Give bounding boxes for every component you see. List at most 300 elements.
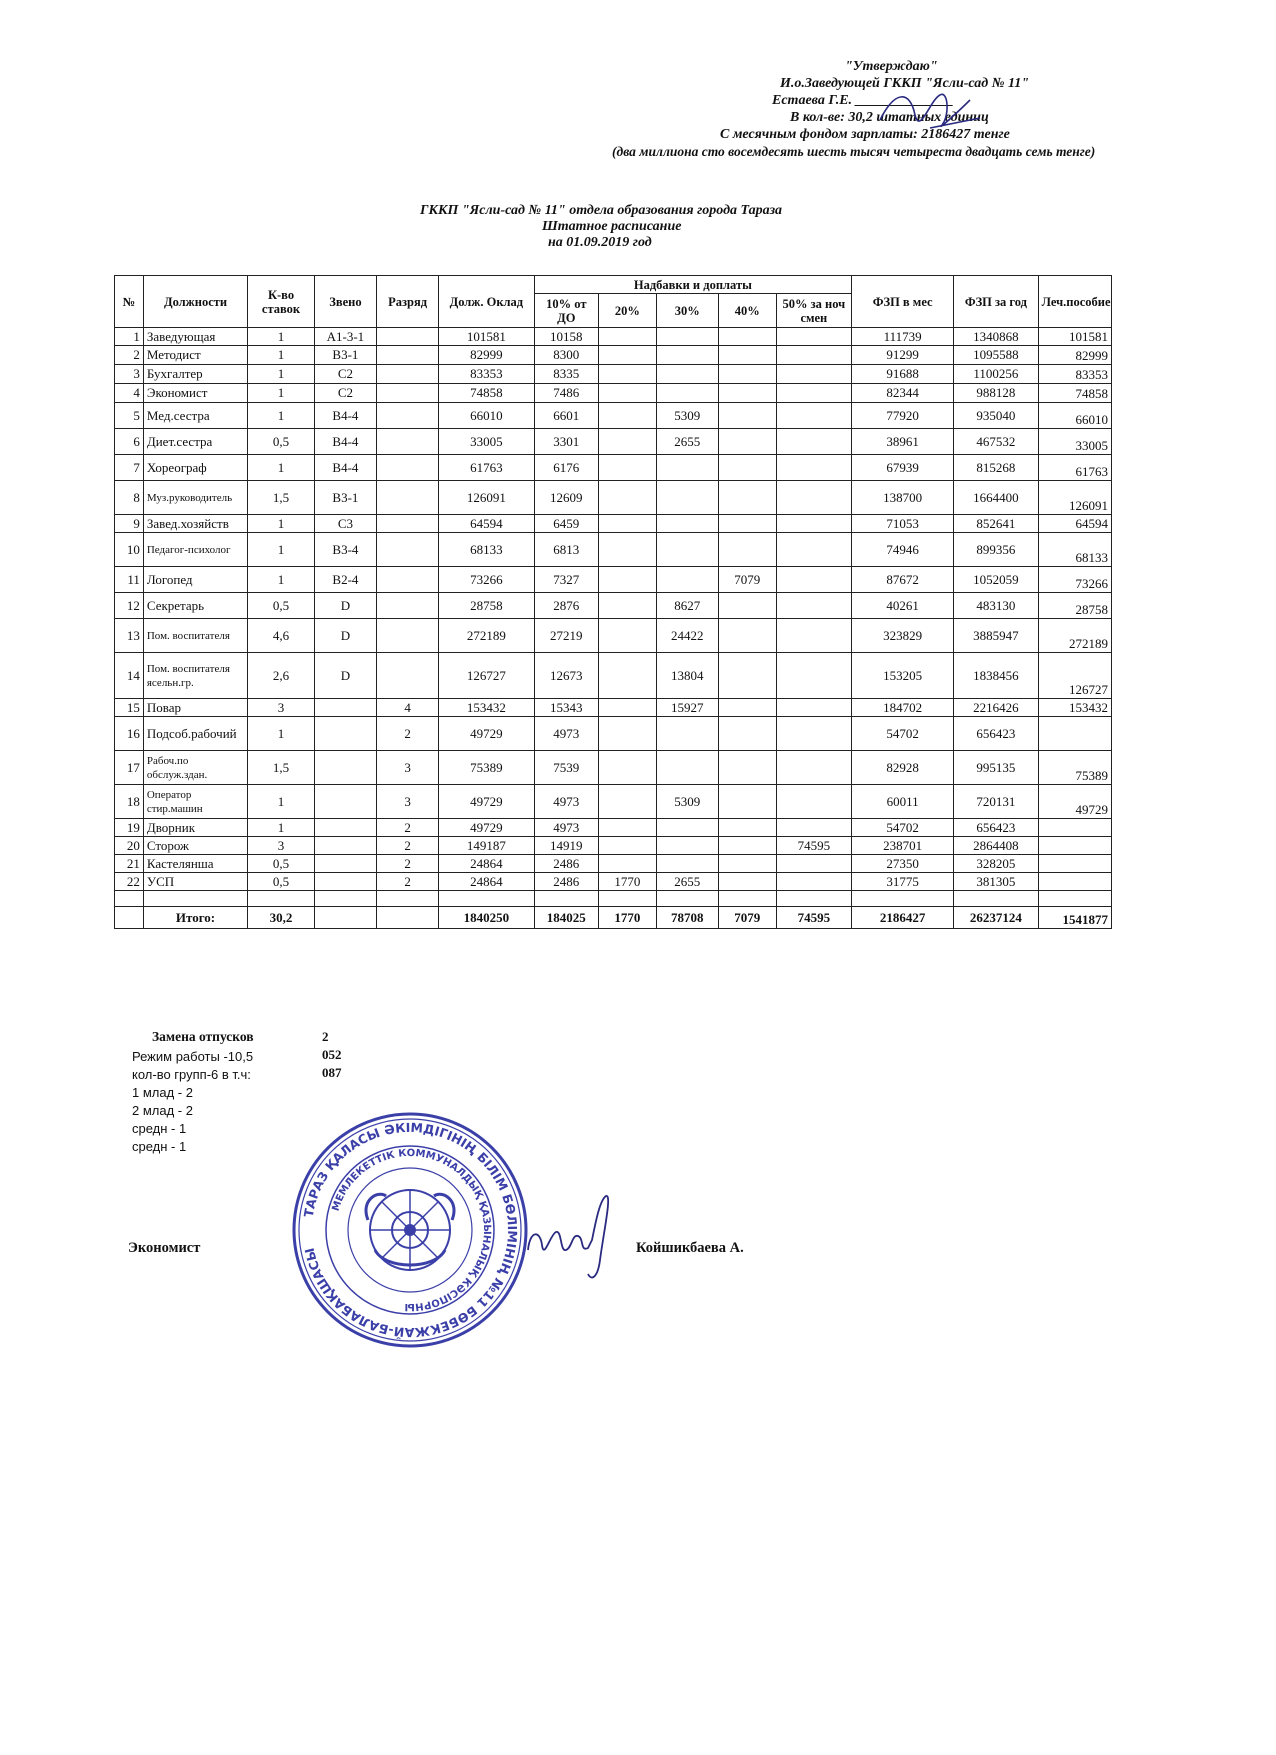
cell-p50 xyxy=(776,619,852,653)
cell-no: 9 xyxy=(115,515,144,533)
cell-p10: 8300 xyxy=(534,346,598,365)
cell-razryad: 3 xyxy=(376,751,438,785)
note-line: средн - 1 xyxy=(132,1139,187,1154)
header-no: № xyxy=(115,276,144,328)
cell-p20 xyxy=(599,455,657,481)
cell-no: 19 xyxy=(115,819,144,837)
cell-salary: 33005 xyxy=(439,429,534,455)
cell-p30: 15927 xyxy=(656,699,718,717)
cell-razryad xyxy=(376,429,438,455)
cell-no: 21 xyxy=(115,855,144,873)
cell-p20 xyxy=(599,533,657,567)
cell-position: Завед.хозяйств xyxy=(143,515,247,533)
cell-p40 xyxy=(718,855,776,873)
cell-fzp-year: 852641 xyxy=(954,515,1038,533)
staff-table xyxy=(114,275,1112,929)
cell-rates: 1 xyxy=(248,533,315,567)
cell-medical: 49729 xyxy=(1038,785,1111,819)
cell-fzp-month: 27350 xyxy=(852,855,954,873)
cell-p20 xyxy=(599,481,657,515)
total-label: Итого: xyxy=(143,907,247,929)
cell-salary: 153432 xyxy=(439,699,534,717)
header-medical: Леч.пособие xyxy=(1038,276,1111,328)
cell-p30 xyxy=(656,819,718,837)
cell-rates: 0,5 xyxy=(248,593,315,619)
cell-p20 xyxy=(599,699,657,717)
cell-no: 12 xyxy=(115,593,144,619)
cell-p20 xyxy=(599,837,657,855)
cell-fzp-year: 1664400 xyxy=(954,481,1038,515)
cell-medical: 33005 xyxy=(1038,429,1111,455)
cell-p20 xyxy=(599,403,657,429)
cell-p10: 4973 xyxy=(534,819,598,837)
cell-p10: 6601 xyxy=(534,403,598,429)
cell-p40 xyxy=(718,365,776,384)
cell-p30 xyxy=(656,751,718,785)
cell-p40 xyxy=(718,873,776,891)
cell-p50 xyxy=(776,384,852,403)
header-fzp-year: ФЗП за год xyxy=(954,276,1038,328)
cell-razryad xyxy=(376,619,438,653)
cell-p10: 4973 xyxy=(534,717,598,751)
header-allowances: Надбавки и доплаты xyxy=(534,276,852,294)
cell-fzp-year: 1052059 xyxy=(954,567,1038,593)
cell-position: Рабоч.по обслуж.здан. xyxy=(143,751,247,785)
cell-no: 5 xyxy=(115,403,144,429)
approval-line-fund: С месячным фондом зарплаты: 2186427 тенге xyxy=(720,127,1010,142)
cell-fzp-month: 184702 xyxy=(852,699,954,717)
table-row xyxy=(115,751,1112,785)
cell-razryad: 2 xyxy=(376,855,438,873)
cell-position: Методист xyxy=(143,346,247,365)
cell-zveno: В3-1 xyxy=(314,346,376,365)
cell-p30 xyxy=(656,384,718,403)
cell-fzp-month: 54702 xyxy=(852,717,954,751)
table-row xyxy=(115,593,1112,619)
cell-salary: 49729 xyxy=(439,819,534,837)
cell-medical: 68133 xyxy=(1038,533,1111,567)
cell-salary: 75389 xyxy=(439,751,534,785)
cell-p10: 12609 xyxy=(534,481,598,515)
cell-fzp-year: 328205 xyxy=(954,855,1038,873)
cell-p50 xyxy=(776,515,852,533)
signature-row xyxy=(128,1240,888,1270)
cell-razryad xyxy=(376,481,438,515)
cell-rates: 1 xyxy=(248,455,315,481)
cell-salary: 272189 xyxy=(439,619,534,653)
cell-zveno: В4-4 xyxy=(314,429,376,455)
cell-fzp-month: 111739 xyxy=(852,328,954,346)
header-p20: 20% xyxy=(599,294,657,328)
cell-no: 16 xyxy=(115,717,144,751)
cell-salary: 83353 xyxy=(439,365,534,384)
cell-no: 4 xyxy=(115,384,144,403)
table-row xyxy=(115,384,1112,403)
staff-table-body xyxy=(115,328,1112,891)
cell-rates: 1 xyxy=(248,365,315,384)
cell-p30 xyxy=(656,837,718,855)
total-rates: 30,2 xyxy=(248,907,315,929)
table-row xyxy=(115,365,1112,384)
header-p50: 50% за ноч смен xyxy=(776,294,852,328)
title-org: ГККП "Ясли-сад № 11" отдела образования города Тараза xyxy=(420,203,783,218)
cell-fzp-month: 82344 xyxy=(852,384,954,403)
cell-no: 7 xyxy=(115,455,144,481)
cell-p40 xyxy=(718,785,776,819)
notes-block xyxy=(132,1028,342,1156)
cell-zveno: С2 xyxy=(314,384,376,403)
cell-rates: 1 xyxy=(248,346,315,365)
cell-fzp-month: 82928 xyxy=(852,751,954,785)
cell-no: 6 xyxy=(115,429,144,455)
total-row xyxy=(115,907,1112,929)
cell-zveno: А1-3-1 xyxy=(314,328,376,346)
cell-fzp-month: 91299 xyxy=(852,346,954,365)
total-p30: 78708 xyxy=(656,907,718,929)
cell-rates: 0,5 xyxy=(248,429,315,455)
cell-p50 xyxy=(776,429,852,455)
cell-rates: 0,5 xyxy=(248,855,315,873)
cell-rates: 1 xyxy=(248,567,315,593)
cell-fzp-month: 74946 xyxy=(852,533,954,567)
approval-line-position: И.о.Заведующей ГККП "Ясли-сад № 11" xyxy=(780,76,1030,91)
cell-p50 xyxy=(776,653,852,699)
cell-p20 xyxy=(599,717,657,751)
cell-salary: 126727 xyxy=(439,653,534,699)
cell-p10: 27219 xyxy=(534,619,598,653)
cell-fzp-year: 381305 xyxy=(954,873,1038,891)
cell-p40 xyxy=(718,819,776,837)
cell-p40 xyxy=(718,533,776,567)
cell-zveno: В3-4 xyxy=(314,533,376,567)
note-line: 2 млад - 2 xyxy=(132,1103,193,1118)
cell-p50 xyxy=(776,346,852,365)
table-row xyxy=(115,515,1112,533)
table-row xyxy=(115,619,1112,653)
stamp-inner-text: МЕМЛЕКЕТТІК КОММУНАЛДЫҚ ҚАЗЫНАЛЫҚ КӘСІПОРНЫ xyxy=(330,1147,493,1313)
cell-zveno xyxy=(314,855,376,873)
cell-p30: 24422 xyxy=(656,619,718,653)
cell-p50 xyxy=(776,717,852,751)
cell-no: 20 xyxy=(115,837,144,855)
cell-salary: 28758 xyxy=(439,593,534,619)
cell-salary: 73266 xyxy=(439,567,534,593)
header-p30: 30% xyxy=(656,294,718,328)
table-row xyxy=(115,819,1112,837)
cell-fzp-month: 38961 xyxy=(852,429,954,455)
cell-zveno xyxy=(314,873,376,891)
cell-p50 xyxy=(776,751,852,785)
cell-salary: 66010 xyxy=(439,403,534,429)
cell-fzp-year: 467532 xyxy=(954,429,1038,455)
cell-medical: 126091 xyxy=(1038,481,1111,515)
table-row xyxy=(115,455,1112,481)
cell-position: Сторож xyxy=(143,837,247,855)
economist-signature-icon xyxy=(520,1190,630,1290)
table-row xyxy=(115,873,1112,891)
cell-zveno: D xyxy=(314,653,376,699)
cell-p50 xyxy=(776,481,852,515)
cell-no: 10 xyxy=(115,533,144,567)
cell-medical: 83353 xyxy=(1038,365,1111,384)
table-row xyxy=(115,429,1112,455)
cell-rates: 3 xyxy=(248,837,315,855)
cell-p20 xyxy=(599,593,657,619)
cell-p40 xyxy=(718,515,776,533)
cell-p30: 13804 xyxy=(656,653,718,699)
cell-p40 xyxy=(718,429,776,455)
cell-salary: 149187 xyxy=(439,837,534,855)
cell-rates: 2,6 xyxy=(248,653,315,699)
cell-razryad: 2 xyxy=(376,873,438,891)
cell-rates: 1 xyxy=(248,384,315,403)
cell-no: 11 xyxy=(115,567,144,593)
cell-salary: 24864 xyxy=(439,855,534,873)
cell-position: Подсоб.рабочий xyxy=(143,717,247,751)
cell-p50 xyxy=(776,873,852,891)
cell-zveno xyxy=(314,699,376,717)
cell-p50 xyxy=(776,328,852,346)
total-p10: 184025 xyxy=(534,907,598,929)
cell-fzp-year: 935040 xyxy=(954,403,1038,429)
cell-position: Логопед xyxy=(143,567,247,593)
cell-p40 xyxy=(718,384,776,403)
replacement-label: Замена отпусков xyxy=(152,1029,254,1044)
cell-p20 xyxy=(599,429,657,455)
cell-fzp-month: 67939 xyxy=(852,455,954,481)
cell-medical xyxy=(1038,717,1111,751)
cell-medical xyxy=(1038,873,1111,891)
cell-medical: 66010 xyxy=(1038,403,1111,429)
cell-p10: 15343 xyxy=(534,699,598,717)
cell-salary: 49729 xyxy=(439,785,534,819)
cell-p50 xyxy=(776,533,852,567)
table-row xyxy=(115,346,1112,365)
cell-p50 xyxy=(776,365,852,384)
cell-p10: 2486 xyxy=(534,873,598,891)
cell-fzp-year: 1100256 xyxy=(954,365,1038,384)
cell-razryad xyxy=(376,567,438,593)
cell-fzp-month: 153205 xyxy=(852,653,954,699)
cell-p10: 2486 xyxy=(534,855,598,873)
cell-p40 xyxy=(718,403,776,429)
header-position: Должности xyxy=(143,276,247,328)
cell-fzp-year: 3885947 xyxy=(954,619,1038,653)
cell-p10: 3301 xyxy=(534,429,598,455)
total-p40: 7079 xyxy=(718,907,776,929)
table-row xyxy=(115,403,1112,429)
cell-position: Дворник xyxy=(143,819,247,837)
cell-p40 xyxy=(718,699,776,717)
cell-salary: 49729 xyxy=(439,717,534,751)
table-row xyxy=(115,567,1112,593)
cell-medical: 82999 xyxy=(1038,346,1111,365)
cell-razryad xyxy=(376,384,438,403)
cell-razryad xyxy=(376,593,438,619)
table-row xyxy=(115,855,1112,873)
cell-fzp-month: 54702 xyxy=(852,819,954,837)
cell-medical: 272189 xyxy=(1038,619,1111,653)
cell-fzp-month: 31775 xyxy=(852,873,954,891)
cell-fzp-month: 77920 xyxy=(852,403,954,429)
cell-salary: 24864 xyxy=(439,873,534,891)
cell-p40 xyxy=(718,619,776,653)
cell-p30: 2655 xyxy=(656,429,718,455)
cell-zveno: D xyxy=(314,593,376,619)
cell-medical: 28758 xyxy=(1038,593,1111,619)
cell-p30 xyxy=(656,481,718,515)
cell-p10: 7327 xyxy=(534,567,598,593)
cell-p20 xyxy=(599,365,657,384)
cell-no: 22 xyxy=(115,873,144,891)
cell-p10: 10158 xyxy=(534,328,598,346)
cell-razryad xyxy=(376,346,438,365)
cell-rates: 1 xyxy=(248,819,315,837)
cell-no: 14 xyxy=(115,653,144,699)
cell-p10: 14919 xyxy=(534,837,598,855)
cell-razryad xyxy=(376,403,438,429)
cell-p50 xyxy=(776,699,852,717)
cell-zveno: В3-1 xyxy=(314,481,376,515)
cell-p50 xyxy=(776,855,852,873)
cell-medical: 73266 xyxy=(1038,567,1111,593)
approval-signature-icon xyxy=(870,80,990,140)
cell-medical: 153432 xyxy=(1038,699,1111,717)
cell-zveno: В2-4 xyxy=(314,567,376,593)
cell-p50 xyxy=(776,455,852,481)
approval-line-approve: "Утверждаю" xyxy=(845,59,938,74)
cell-fzp-month: 60011 xyxy=(852,785,954,819)
cell-rates: 1 xyxy=(248,403,315,429)
title-doc: Штатное расписание xyxy=(542,219,682,234)
note-line: средн - 1 xyxy=(132,1121,187,1136)
cell-p50 xyxy=(776,403,852,429)
cell-zveno xyxy=(314,837,376,855)
cell-fzp-year: 656423 xyxy=(954,717,1038,751)
total-p50: 74595 xyxy=(776,907,852,929)
table-row xyxy=(115,717,1112,751)
cell-fzp-month: 138700 xyxy=(852,481,954,515)
total-medical: 1541877 xyxy=(1038,907,1111,929)
cell-p30 xyxy=(656,567,718,593)
cell-p40 xyxy=(718,481,776,515)
cell-no: 15 xyxy=(115,699,144,717)
cell-fzp-month: 238701 xyxy=(852,837,954,855)
cell-position: Хореограф xyxy=(143,455,247,481)
cell-position: Пом. воспитателя ясельн.гр. xyxy=(143,653,247,699)
cell-position: Муз.руководитель xyxy=(143,481,247,515)
cell-position: Педагог-психолог xyxy=(143,533,247,567)
cell-zveno: D xyxy=(314,619,376,653)
cell-p10: 7486 xyxy=(534,384,598,403)
cell-rates: 4,6 xyxy=(248,619,315,653)
total-p20: 1770 xyxy=(599,907,657,929)
header-fzp-month: ФЗП в мес xyxy=(852,276,954,328)
table-row xyxy=(115,699,1112,717)
table-row xyxy=(115,785,1112,819)
cell-zveno: В4-4 xyxy=(314,403,376,429)
cell-p30: 2655 xyxy=(656,873,718,891)
cell-fzp-year: 2216426 xyxy=(954,699,1038,717)
cell-no: 13 xyxy=(115,619,144,653)
cell-position: УСП xyxy=(143,873,247,891)
cell-razryad: 4 xyxy=(376,699,438,717)
cell-position: Пом. воспитателя xyxy=(143,619,247,653)
cell-fzp-year: 1095588 xyxy=(954,346,1038,365)
cell-fzp-month: 323829 xyxy=(852,619,954,653)
header-rates: К-во ставок xyxy=(248,276,315,328)
title-date: на 01.09.2019 год xyxy=(548,235,652,250)
cell-razryad xyxy=(376,533,438,567)
cell-salary: 61763 xyxy=(439,455,534,481)
cell-p50 xyxy=(776,593,852,619)
cell-zveno: В4-4 xyxy=(314,455,376,481)
cell-fzp-year: 988128 xyxy=(954,384,1038,403)
cell-p10: 6459 xyxy=(534,515,598,533)
table-row xyxy=(115,328,1112,346)
replacement-value: 2 052 087 xyxy=(322,1029,342,1080)
approval-line-units: В кол-ве: 30,2 штатных единиц xyxy=(790,110,989,125)
cell-zveno xyxy=(314,751,376,785)
cell-fzp-year: 815268 xyxy=(954,455,1038,481)
cell-p20 xyxy=(599,515,657,533)
cell-position: Заведующая xyxy=(143,328,247,346)
cell-salary: 126091 xyxy=(439,481,534,515)
approval-line-name: Естаева Г.Е. ______________ xyxy=(772,93,954,108)
cell-zveno xyxy=(314,819,376,837)
cell-position: Экономист xyxy=(143,384,247,403)
header-zveno: Звено xyxy=(314,276,376,328)
cell-medical: 75389 xyxy=(1038,751,1111,785)
cell-razryad: 2 xyxy=(376,717,438,751)
cell-razryad: 3 xyxy=(376,785,438,819)
cell-rates: 1 xyxy=(248,717,315,751)
cell-p20 xyxy=(599,785,657,819)
cell-p40 xyxy=(718,455,776,481)
cell-p10: 6813 xyxy=(534,533,598,567)
cell-rates: 1 xyxy=(248,328,315,346)
cell-zveno xyxy=(314,785,376,819)
cell-p10: 7539 xyxy=(534,751,598,785)
cell-razryad xyxy=(376,365,438,384)
header-p40: 40% xyxy=(718,294,776,328)
cell-zveno xyxy=(314,717,376,751)
stamp-outer-text: ТАРАЗ ҚАЛАСЫ ӘКІМДІГІНІҢ БІЛІМ БӨЛІМІНІҢ №11 БӨБЕКЖАЙ-БАЛАБАҚШАСЫ xyxy=(300,1119,521,1341)
cell-position: Бухгалтер xyxy=(143,365,247,384)
cell-no: 2 xyxy=(115,346,144,365)
table-spacer-row xyxy=(115,891,1112,907)
cell-razryad: 2 xyxy=(376,819,438,837)
signatory-name: Койшикбаева А. xyxy=(636,1240,744,1256)
cell-p30 xyxy=(656,365,718,384)
cell-fzp-year: 2864408 xyxy=(954,837,1038,855)
cell-no: 8 xyxy=(115,481,144,515)
cell-zveno: С2 xyxy=(314,365,376,384)
cell-position: Мед.сестра xyxy=(143,403,247,429)
cell-p40 xyxy=(718,751,776,785)
cell-no: 18 xyxy=(115,785,144,819)
header-p10: 10% от ДО xyxy=(534,294,598,328)
cell-fzp-year: 1340868 xyxy=(954,328,1038,346)
cell-p20 xyxy=(599,328,657,346)
cell-fzp-year: 899356 xyxy=(954,533,1038,567)
cell-p40 xyxy=(718,328,776,346)
cell-rates: 1 xyxy=(248,515,315,533)
cell-position: Повар xyxy=(143,699,247,717)
cell-p30 xyxy=(656,533,718,567)
cell-fzp-year: 656423 xyxy=(954,819,1038,837)
cell-p20 xyxy=(599,819,657,837)
